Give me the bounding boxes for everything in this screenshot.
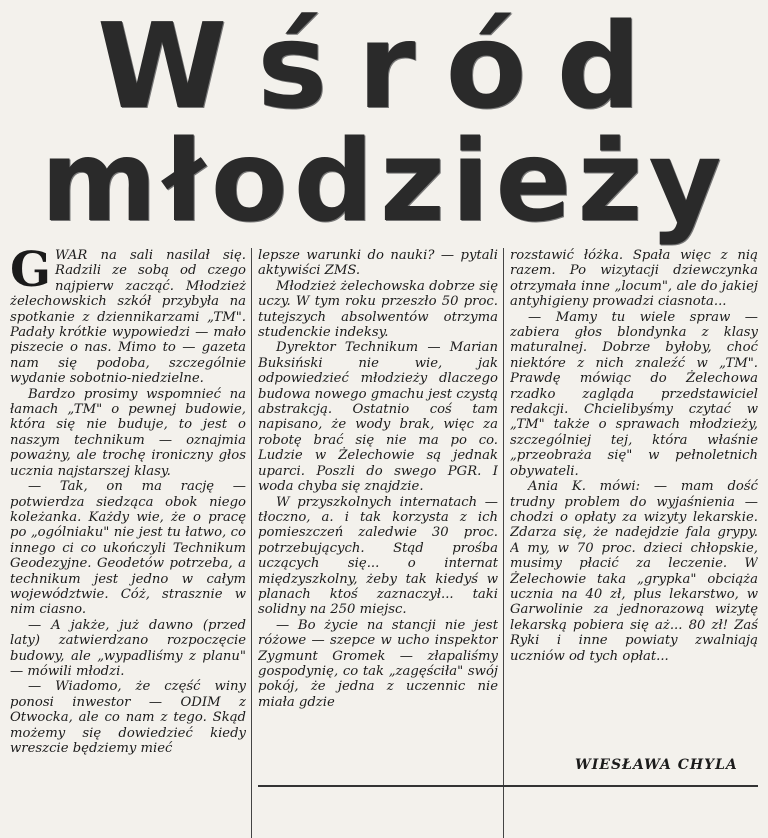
article-paragraph: W przyszkolnych internatach — tłoczno, a. i tak korzysta z ich pomieszczeń zaledwie 30 proc. potrzebujących. Stąd prośba uczących się... o internat międzyszkolny, żeby tak kiedyś w planach ktoś zaznaczył... taki solidny na 250 miejsc. [258,494,498,618]
article-paragraph: rozstawić łóżka. Spała więc z nią razem. Po wizytacji dziewczynka otrzymała inne „locum", ale do jakiej antyhigieny prowadzi ciasnota... [510,248,758,310]
article-paragraph: Młodzież żelechowska dobrze się uczy. W tym roku przeszło 50 proc. tutejszych absolwentów otrzyma studenckie indeksy. [258,278,498,341]
article-paragraph: — A jakże, już dawno (przed laty) zatwierdzano rozpoczęcie budowy, ale „wypadliśmy z planu" — mówili młodzi. [10,617,246,679]
article-paragraph: — Tak, on ma rację — potwierdza siedząca obok niego koleżanka. Każdy wie, że o pracę po „ogólniaku" nie jest tu łatwo, co innego ci co ukończyli Technikum Geodezyjne. Geodetów potrzeba, a technikum jest jedno w całym województwie. Cóż, strasznie w nim ciasno. [10,479,246,618]
article-paragraph: Dyrektor Technikum — Marian Buksiński nie wie, jak odpowiedzieć młodzieży dlaczego budowa nowego gmachu jest czystą abstrakcją. Ostatnio coś tam napisano, że wody brak, więc za robotę brać się nie ma po co. Ludzie w Żelechowie są jednak uparci. Poszli do swego PGR. I woda chyba się znajdzie. [258,340,498,495]
article-paragraph: — Wiadomo, że część winy ponosi inwestor — ODIM z Otwocka, ale co nam z tego. Skąd możemy się dowiedzieć kiedy wreszcie będziemy mieć [10,679,246,756]
article-paragraph: Bardzo prosimy wspomnieć na łamach „TM" o pewnej budowie, która się nie buduje, to jest o naszym technikum — oznajmia poważny, ale trochę ironiczny głos ucznia najstarszej klasy. [10,386,246,479]
column-divider [503,248,504,838]
bottom-divider [258,785,758,787]
author-signature: WIESŁAWA CHYLA [575,757,738,773]
article-column-2 [258,248,498,838]
headline-line-2: młodzieży [40,117,728,247]
article-paragraph: — Bo życie na stancji nie jest różowe — szepce w ucho inspektor Zygmunt Gromek — złapaliśmy gospodynię, co tak „zagęściła" swój pokój, że jedna z uczennic nie miała gdzie [258,617,498,710]
article-column-1 [10,248,246,838]
article-paragraph: — Mamy tu wiele spraw — zabiera głos blondynka z klasy maturalnej. Dobrze byłoby, choć niektóre z nich znaleźć w „TM". Prawdę mówiąc do Żelechowa rzadko zagląda przedstawiciel redakcji. Chcielibyśmy czytać w „TM" także o sprawach młodzieży, szczególniej tej, która właśnie „przeobraża się" w pełnoletnich obywateli. [510,309,758,479]
headline-line-1: Wśród [96,0,672,135]
article-paragraph: GWAR na sali nasilał się. Radzili ze sobą od czego najpierw zacząć. Młodzież żelechowskich szkół przybyła na spotkanie z dziennikarzami „TM". Padały krótkie wypowiedzi — mało piszecie o nas. Mimo to — gazeta nam się podoba, szczególnie wydanie sobotnio-niedzielne. [10,248,246,387]
article-column-3 [510,248,758,838]
article-paragraph: lepsze warunki do nauki? — pytali aktywiści ZMS. [258,248,498,279]
article-paragraph: Ania K. mówi: — mam dość trudny problem do wyjaśnienia — chodzi o opłaty za wizyty lekarskie. Zdarza się, że nadejdzie fala grypy. A my, w 70 proc. dzieci chłopskie, musimy płacić za leczenie. W Żelechowie taka „grypka" obciąża ucznia na 40 zł, plus lekarstwo, w Garwolinie za jednorazową wizytę lekarską pobiera się aż... 80 zł! Zaś Ryki i inne powiaty zwalniają uczniów od tych opłat... [510,479,758,664]
column-divider [251,248,252,838]
drop-cap: G [10,248,51,298]
